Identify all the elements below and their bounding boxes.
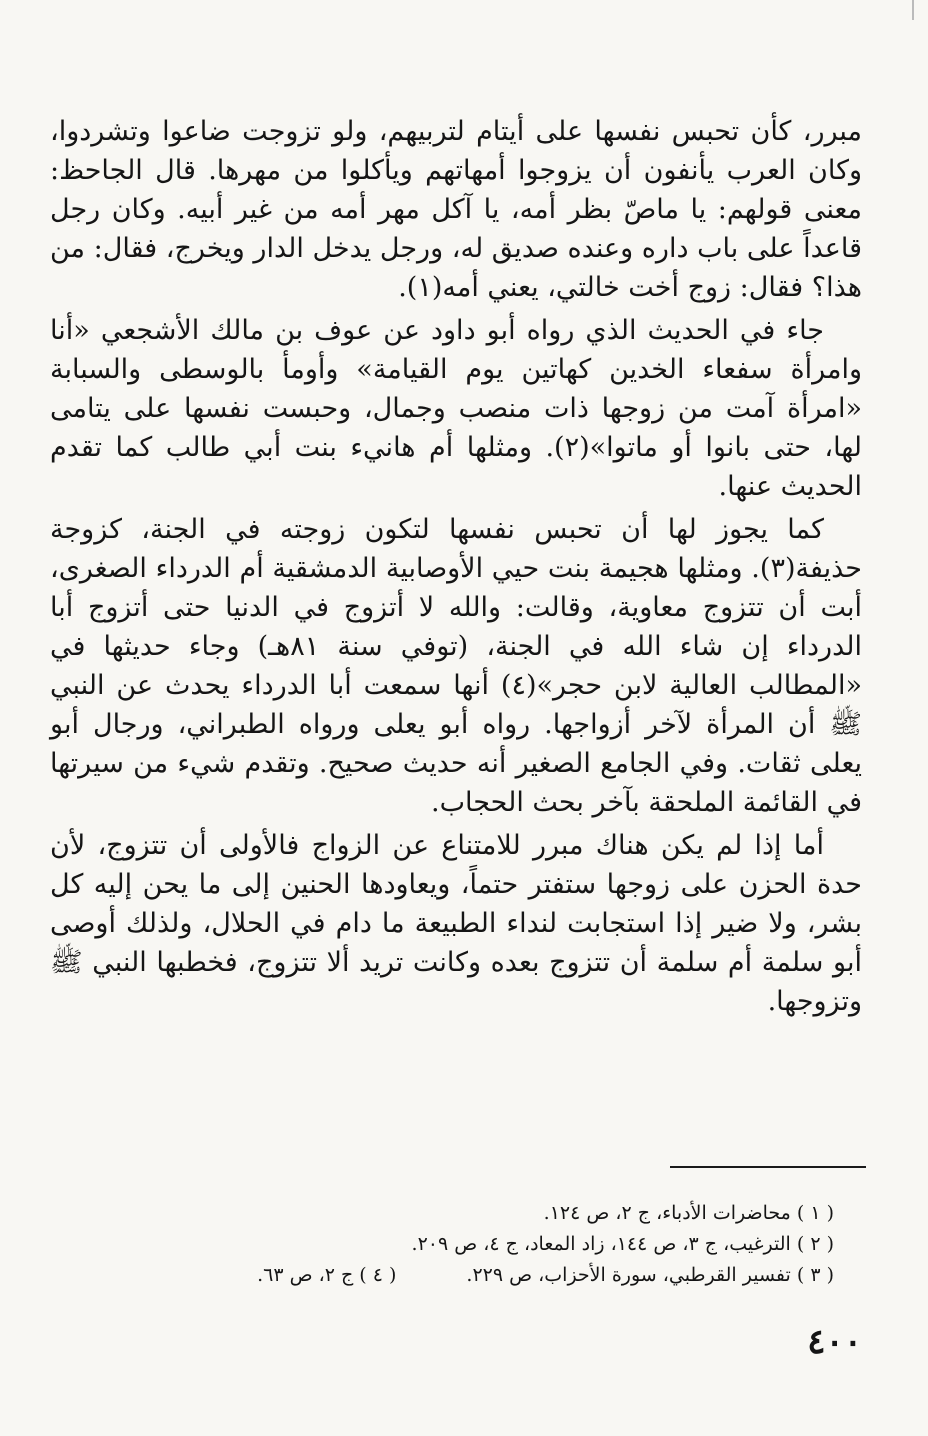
paragraph-1: مبرر، كأن تحبس نفسها على أيتام لتربيهم، ولو تزوجت ضاعوا وتشردوا، وكان العرب يأنفون أن يزوجوا أمهاتهم ويأكلوا من مهرها. قال الجاحظ: معنى قولهم: يا ماصّ بظر أمه، يا آكل مهر أمه من غير أبيه. وكان رجل قاعداً على باب داره وعنده صديق له، ورجل يدخل الدار ويخرج، فقال: من هذا؟ فقال: زوج أخت خالتي، يعني أمه(١).	[50, 116, 862, 303]
footnotes	[100, 1198, 834, 1291]
scan-edge-mark	[912, 0, 914, 20]
footnote-separator	[670, 1166, 866, 1168]
footnote-4: ( ٤ ) ج ٢، ص ٦٣.	[257, 1264, 397, 1286]
footnote-3: ( ٣ ) تفسير القرطبي، سورة الأحزاب، ص ٢٢٩.	[466, 1264, 834, 1286]
footnote-row-3-4	[100, 1260, 834, 1291]
paragraph-2: جاء في الحديث الذي رواه أبو داود عن عوف بن مالك الأشجعي «أنا وامرأة سفعاء الخدين كهاتين يوم القيامة» وأومأ بالوسطى والسبابة «امرأة آمت من زوجها ذات منصب وجمال، وحبست نفسها على يتامى لها، حتى بانوا أو ماتوا»(٢). ومثلها أم هانيء بنت أبي طالب كما تقدم الحديث عنها.	[50, 315, 862, 502]
page-number: ٤٠٠	[807, 1322, 862, 1362]
page-body	[50, 112, 862, 1025]
footnote-2: ( ٢ ) الترغيب، ج ٣، ص ١٤٤، زاد المعاد، ج ٤، ص ٢٠٩.	[411, 1233, 834, 1255]
paragraph-4: أما إذا لم يكن هناك مبرر للامتناع عن الزواج فالأولى أن تتزوج، لأن حدة الحزن على زوجها ستفتر حتماً، ويعاودها الحنين إلى ما يحن إليه كل بشر، ولا ضير إذا استجابت لنداء الطبيعة ما دام في الحلال، ولذلك أوصى أبو سلمة أم سلمة أن تتزوج بعده وكانت تريد ألا تتزوج، فخطبها النبي ﷺ وتزوجها.	[50, 830, 862, 1017]
paragraph-3: كما يجوز لها أن تحبس نفسها لتكون زوجته في الجنة، كزوجة حذيفة(٣). ومثلها هجيمة بنت حيي الأوصابية الدمشقية أم الدرداء الصغرى، أبت أن تتزوج معاوية، وقالت: والله لا أتزوج في الدنيا حتى أتزوج أبا الدرداء إن شاء الله في الجنة، (توفي سنة ٨١هـ) وجاء حديثها في «المطالب العالية لابن حجر»(٤) أنها سمعت أبا الدرداء يحدث عن النبي ﷺ أن المرأة لآخر أزواجها. رواه أبو يعلى ورواه الطبراني، ورجال أبو يعلى ثقات. وفي الجامع الصغير أنه حديث صحيح. وتقدم شيء من سيرتها في القائمة الملحقة بآخر بحث الحجاب.	[50, 514, 862, 818]
footnote-1: ( ١ ) محاضرات الأدباء، ج ٢، ص ١٢٤.	[543, 1202, 834, 1224]
